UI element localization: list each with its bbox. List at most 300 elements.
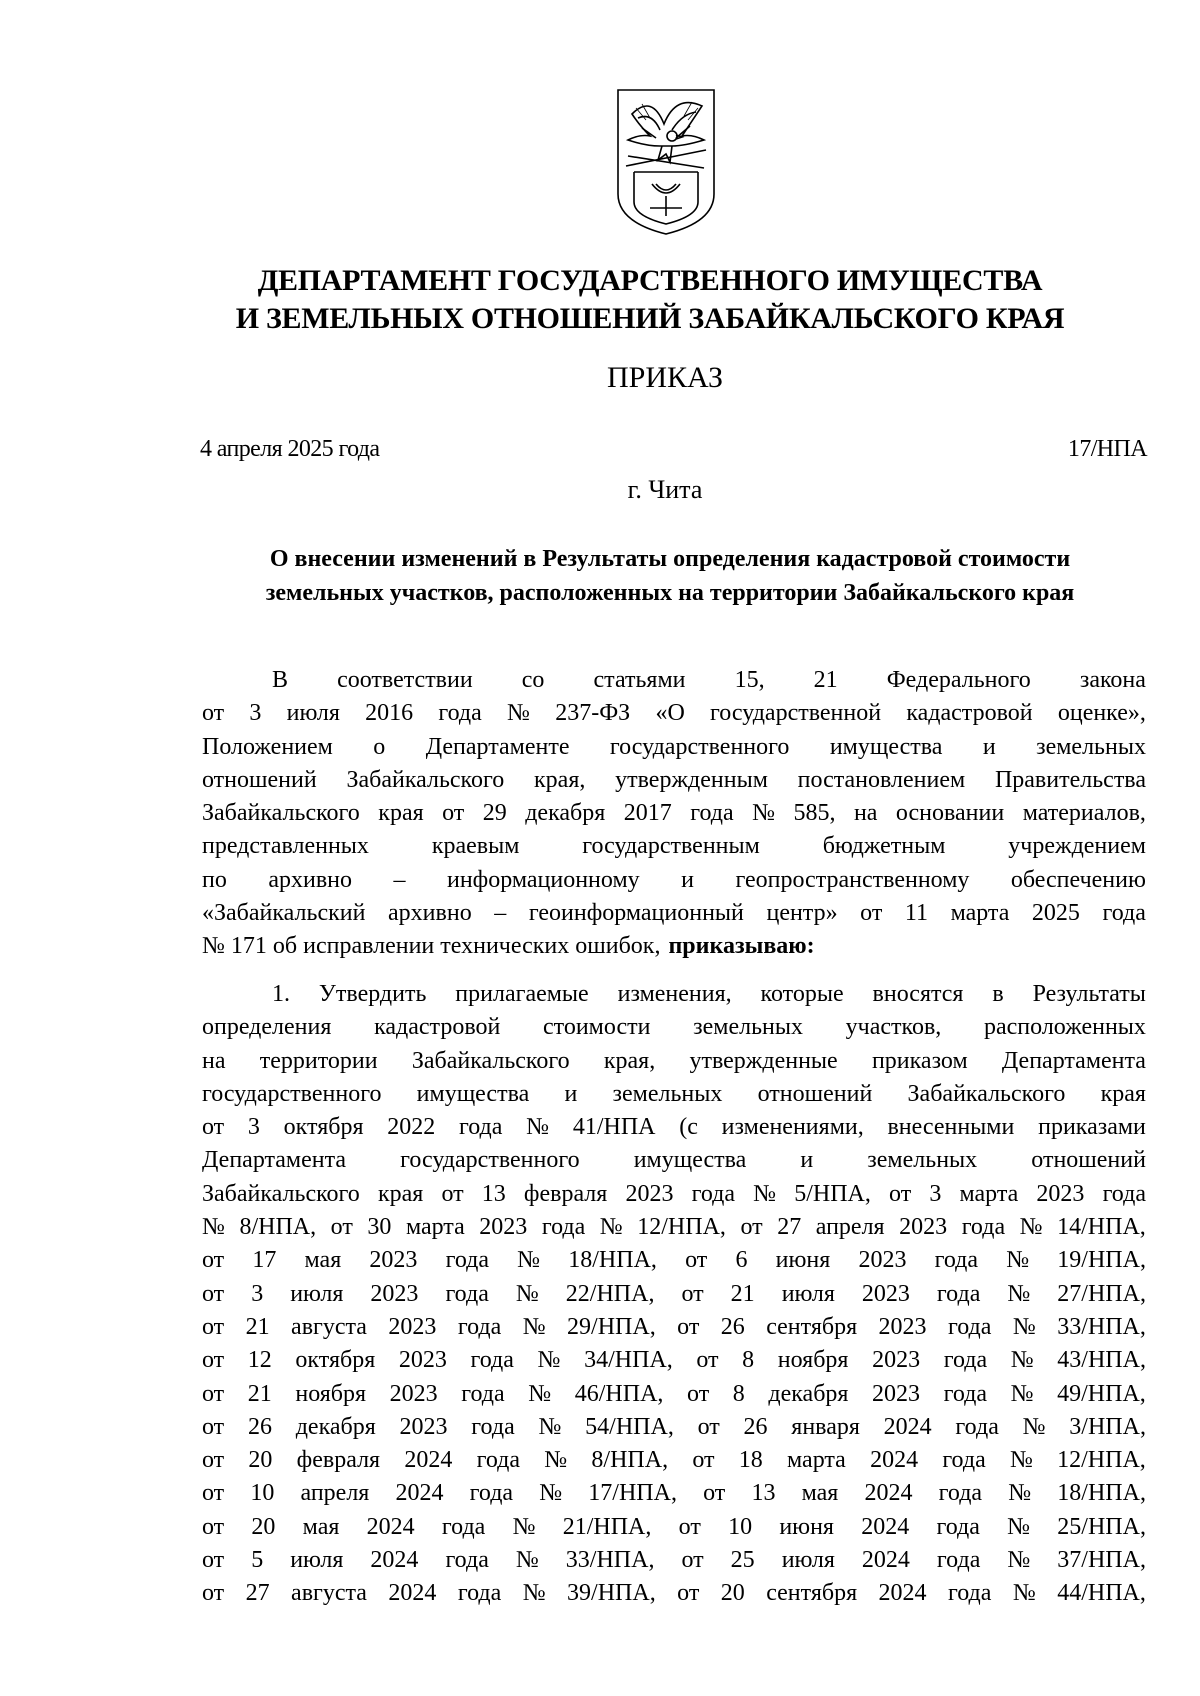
word: 26 xyxy=(743,1413,768,1440)
word: 8/НПА, xyxy=(239,1214,317,1241)
word: № xyxy=(752,800,776,827)
word: июля xyxy=(290,1280,344,1307)
word: 1. xyxy=(272,981,290,1007)
word: края, xyxy=(603,1047,656,1074)
word: определения xyxy=(202,1014,332,1041)
word: года xyxy=(457,1580,502,1607)
word: 2024 xyxy=(878,1580,927,1607)
word: июля xyxy=(781,1280,835,1307)
word: 21 xyxy=(813,667,838,693)
word: № xyxy=(522,1313,546,1340)
word: 39/НПА, xyxy=(567,1580,656,1607)
word: 54/НПА, xyxy=(585,1413,674,1440)
word: материалов, xyxy=(1022,800,1146,827)
word: 29 xyxy=(482,800,507,827)
word: 13 xyxy=(751,1480,776,1507)
word: соответствии xyxy=(337,667,473,693)
word: которые xyxy=(760,981,844,1007)
word: 34/НПА, xyxy=(584,1347,673,1374)
word: Департаменте xyxy=(425,733,570,760)
word: года xyxy=(441,1513,486,1540)
word: июля xyxy=(781,1547,835,1574)
word: марта xyxy=(950,900,1010,927)
word: 21 xyxy=(247,1380,272,1407)
word: от xyxy=(696,1347,719,1374)
word: года xyxy=(936,1513,980,1540)
word: от xyxy=(202,1114,225,1141)
word: № xyxy=(1007,1513,1031,1540)
item1-line xyxy=(202,1344,1146,1377)
word: 21/НПА, xyxy=(562,1513,652,1540)
word: марта xyxy=(959,1180,1019,1207)
word: Забайкальского xyxy=(202,1180,360,1207)
word: января xyxy=(791,1413,860,1440)
word: от xyxy=(740,1214,763,1241)
word: от xyxy=(202,1447,225,1474)
word: 237-ФЗ xyxy=(555,700,631,727)
word: 27 xyxy=(777,1214,802,1241)
word: от xyxy=(202,1513,225,1540)
word: оценке», xyxy=(1057,700,1146,727)
word: стоимости xyxy=(543,1014,651,1041)
word: мая xyxy=(801,1480,839,1507)
word: 2024 xyxy=(388,1580,437,1607)
word: июня xyxy=(775,1247,831,1274)
word: 21 xyxy=(245,1313,270,1340)
word: утвержденные xyxy=(689,1047,838,1074)
word: прилагаемые xyxy=(455,981,589,1007)
item1-line xyxy=(202,1178,1146,1211)
word: от xyxy=(202,1313,225,1340)
word: октября xyxy=(283,1114,364,1141)
word: и xyxy=(982,733,996,760)
word: апреля xyxy=(300,1480,370,1507)
word: 2025 xyxy=(1031,900,1080,927)
word: государственного xyxy=(609,733,790,760)
word: года xyxy=(938,1480,983,1507)
word: 25/НПА, xyxy=(1057,1513,1146,1540)
word: 14/НПА, xyxy=(1057,1214,1146,1241)
word: года xyxy=(461,1380,505,1407)
word: земельных xyxy=(612,1080,723,1107)
word: № xyxy=(1007,1280,1031,1307)
word: 2024 xyxy=(870,1447,919,1474)
word: декабря xyxy=(525,800,606,827)
word: 20 xyxy=(248,1447,273,1474)
word: года xyxy=(470,1347,514,1374)
word: года xyxy=(691,1180,736,1207)
word: 6 xyxy=(735,1247,748,1274)
word: 2024 xyxy=(883,1413,932,1440)
word: 2023 xyxy=(878,1313,927,1340)
word: 18/НПА, xyxy=(1057,1480,1146,1507)
word: № xyxy=(522,1580,546,1607)
word: 3 xyxy=(929,1180,942,1207)
word: 2023 xyxy=(872,1347,921,1374)
word: № xyxy=(1009,1447,1033,1474)
word: года xyxy=(961,1214,1006,1241)
word: «Забайкальский xyxy=(202,900,366,927)
word: 2023 xyxy=(369,1247,418,1274)
document-date: 4 апреля 2025 года xyxy=(200,436,380,462)
word: 12/НПА, xyxy=(637,1214,726,1241)
word: № xyxy=(515,1547,539,1574)
item1-line xyxy=(202,978,1146,1011)
item1-line xyxy=(202,1411,1146,1444)
word: № xyxy=(507,700,530,727)
preamble-line xyxy=(202,830,1146,863)
word: и xyxy=(681,866,694,893)
word: 2024 xyxy=(861,1547,910,1574)
item1-line xyxy=(202,1311,1146,1344)
word: 2023 xyxy=(388,1313,437,1340)
word: от xyxy=(860,900,883,927)
word: бюджетным xyxy=(822,833,946,860)
word: мая xyxy=(302,1513,340,1540)
word: Забайкальского xyxy=(346,766,505,793)
word: края xyxy=(1100,1080,1146,1107)
word: края xyxy=(377,1180,424,1207)
word: краевым xyxy=(431,833,520,860)
word: 585, xyxy=(793,800,836,827)
word: № xyxy=(202,1214,225,1241)
word: Положением xyxy=(202,733,333,760)
word: от xyxy=(202,1413,225,1440)
word: государственным xyxy=(582,833,760,860)
word: Департамента xyxy=(202,1147,347,1174)
word: Результаты xyxy=(1032,981,1146,1007)
word: от xyxy=(330,1214,353,1241)
word: государственного xyxy=(400,1147,580,1174)
word: Департамента xyxy=(1001,1047,1146,1074)
word: февраля xyxy=(296,1447,381,1474)
word: 3 xyxy=(249,700,262,727)
word: 2023 xyxy=(861,1280,910,1307)
word: от xyxy=(697,1413,720,1440)
word: от xyxy=(681,1547,704,1574)
word: от xyxy=(677,1313,700,1340)
word: учреждением xyxy=(1008,833,1146,860)
word: 2023 xyxy=(899,1214,948,1241)
preamble-last-text: № 171 об исправлении технических ошибок, xyxy=(202,933,661,960)
word: вносятся xyxy=(872,981,964,1007)
word: от xyxy=(678,1513,701,1540)
word: года xyxy=(469,1480,514,1507)
preamble-line xyxy=(202,864,1146,897)
word: внесенными xyxy=(887,1114,1015,1141)
word: № xyxy=(544,1447,568,1474)
word: Федерального xyxy=(886,667,1031,693)
word: на xyxy=(853,800,878,827)
word: обеспечению xyxy=(1010,866,1146,893)
word: от xyxy=(202,1547,225,1574)
word: 49/НПА, xyxy=(1057,1380,1146,1407)
preamble-line xyxy=(202,664,1146,697)
word: от xyxy=(681,1280,704,1307)
word: 2016 xyxy=(365,700,414,727)
word: июля xyxy=(286,700,340,727)
word: со xyxy=(521,667,545,693)
word: от xyxy=(202,1380,225,1407)
word: земельных xyxy=(867,1147,978,1174)
word: 2024 xyxy=(370,1547,419,1574)
word: 37/НПА, xyxy=(1057,1547,1146,1574)
word: августа xyxy=(291,1580,367,1607)
word: года xyxy=(942,1447,986,1474)
word: года xyxy=(445,1547,489,1574)
preamble-line-last xyxy=(202,930,1146,963)
word: 11 xyxy=(904,900,928,927)
word: от xyxy=(202,700,225,727)
word: земельных xyxy=(693,1014,803,1041)
word: 18/НПА, xyxy=(568,1247,657,1274)
word: № xyxy=(1012,1313,1036,1340)
item1-line xyxy=(202,1078,1146,1111)
word: года xyxy=(934,1247,979,1274)
word: 13 xyxy=(481,1180,506,1207)
word: 19/НПА, xyxy=(1057,1247,1146,1274)
word: № xyxy=(1010,1347,1034,1374)
word: марта xyxy=(405,1214,465,1241)
word: 43/НПА, xyxy=(1057,1347,1146,1374)
paragraph-item-1 xyxy=(202,978,1146,1611)
word: геопространственному xyxy=(735,866,970,893)
department-name xyxy=(150,262,1150,338)
subject-line1: О внесении изменений в Результаты определения кадастровой стоимости xyxy=(269,546,1071,572)
word: края, xyxy=(534,766,586,793)
word: 12 xyxy=(247,1347,272,1374)
word: 30 xyxy=(367,1214,392,1241)
word: 17/НПА, xyxy=(588,1480,677,1507)
word: года xyxy=(943,1347,988,1374)
word: № xyxy=(1019,1214,1043,1241)
word: октября xyxy=(295,1347,376,1374)
word: от xyxy=(677,1580,700,1607)
word: кадастровой xyxy=(906,700,1033,727)
word: 33/НПА, xyxy=(1057,1313,1146,1340)
word: от xyxy=(202,1480,225,1507)
word: 22/НПА, xyxy=(565,1280,655,1307)
word: года xyxy=(955,1413,999,1440)
word: изменениями, xyxy=(721,1114,864,1141)
item1-line xyxy=(202,1244,1146,1277)
word: закона xyxy=(1079,667,1146,693)
word: В xyxy=(272,667,289,693)
order-verb: приказываю: xyxy=(668,933,815,960)
word: территории xyxy=(259,1047,378,1074)
word: Правительства xyxy=(994,766,1146,793)
department-name-line1: ДЕПАРТАМЕНТ ГОСУДАРСТВЕННОГО ИМУЩЕСТВА xyxy=(257,264,1043,297)
word: 18 xyxy=(738,1447,763,1474)
word: года xyxy=(943,1380,988,1407)
word: года xyxy=(438,700,482,727)
preamble-line xyxy=(202,764,1146,797)
word: и xyxy=(800,1147,814,1174)
word: № xyxy=(1007,1547,1031,1574)
paragraph-preamble xyxy=(202,664,1146,964)
word: № xyxy=(539,1480,563,1507)
word: года xyxy=(690,800,734,827)
word: от xyxy=(202,1347,225,1374)
word: кадастровой xyxy=(374,1014,501,1041)
word: 10 xyxy=(250,1480,275,1507)
word: 3/НПА, xyxy=(1069,1413,1146,1440)
word: сентября xyxy=(766,1313,858,1340)
word: основании xyxy=(895,800,1005,827)
word: 2024 xyxy=(366,1513,415,1540)
word: года xyxy=(947,1580,992,1607)
word: 12/НПА, xyxy=(1057,1447,1146,1474)
word: геоинформационный xyxy=(528,900,744,927)
document-city: г. Чита xyxy=(627,475,703,504)
word: статьями xyxy=(593,667,686,693)
preamble-line xyxy=(202,797,1146,830)
document-type: ПРИКАЗ xyxy=(607,361,723,394)
word: 26 xyxy=(247,1413,272,1440)
word: года xyxy=(476,1447,521,1474)
word: 15, xyxy=(734,667,765,693)
word: 21 xyxy=(730,1280,755,1307)
preamble-line xyxy=(202,697,1146,730)
word: 10 xyxy=(728,1513,753,1540)
word: 2023 xyxy=(858,1247,907,1274)
word: 20 xyxy=(720,1580,745,1607)
item1-line xyxy=(202,1278,1146,1311)
word: расположенных xyxy=(983,1014,1146,1041)
word: архивно xyxy=(268,866,352,893)
word: в xyxy=(992,981,1004,1007)
coat-of-arms-emblem-icon xyxy=(612,84,720,236)
word: земельных xyxy=(1036,733,1146,760)
word: 2023 xyxy=(1036,1180,1085,1207)
word: № xyxy=(512,1513,536,1540)
word: отношений xyxy=(202,766,317,793)
word: 2023 xyxy=(872,1380,921,1407)
word: 27 xyxy=(245,1580,270,1607)
word: 2024 xyxy=(861,1513,910,1540)
word: участков, xyxy=(845,1014,942,1041)
word: года xyxy=(471,1413,515,1440)
word: 2022 xyxy=(387,1114,436,1141)
item1-line xyxy=(202,1211,1146,1244)
word: и xyxy=(564,1080,578,1107)
word: (с xyxy=(679,1114,698,1141)
word: Забайкальского xyxy=(411,1047,570,1074)
word: 2023 xyxy=(479,1214,528,1241)
word: 25 xyxy=(730,1547,755,1574)
word: года xyxy=(445,1247,489,1274)
word: 41/НПА xyxy=(572,1114,656,1141)
word: июня xyxy=(779,1513,834,1540)
word: 3 xyxy=(251,1280,264,1307)
item1-line xyxy=(202,1544,1146,1577)
document-number: 17/НПА xyxy=(1067,436,1147,462)
word: Забайкальского xyxy=(907,1080,1066,1107)
word: августа xyxy=(291,1313,367,1340)
word: года xyxy=(1102,1180,1146,1207)
word: 46/НПА, xyxy=(574,1380,664,1407)
word: – xyxy=(393,866,406,893)
word: имущества xyxy=(633,1147,747,1174)
document-subject xyxy=(190,542,1150,610)
word: информационному xyxy=(446,866,640,893)
item1-line xyxy=(202,1444,1146,1477)
word: года xyxy=(458,1114,503,1141)
word: постановлением xyxy=(797,766,966,793)
word: 2024 xyxy=(864,1480,913,1507)
word: от xyxy=(202,1247,225,1274)
word: июля xyxy=(290,1547,344,1574)
word: декабря xyxy=(295,1413,376,1440)
word: года xyxy=(1102,900,1146,927)
word: от xyxy=(703,1480,726,1507)
word: сентября xyxy=(766,1580,858,1607)
item1-line xyxy=(202,1511,1146,1544)
word: от xyxy=(685,1247,708,1274)
word: 8 xyxy=(742,1347,755,1374)
word: № xyxy=(1008,1480,1032,1507)
word: 26 xyxy=(720,1313,745,1340)
word: года xyxy=(457,1313,502,1340)
word: декабря xyxy=(768,1380,849,1407)
word: 2024 xyxy=(395,1480,444,1507)
word: 44/НПА, xyxy=(1057,1580,1146,1607)
department-name-line2: И ЗЕМЕЛЬНЫХ ОТНОШЕНИЙ ЗАБАЙКАЛЬСКОГО КРАЯ xyxy=(235,302,1065,335)
word: № xyxy=(1012,1580,1036,1607)
word: «О xyxy=(655,700,685,727)
word: 17 xyxy=(252,1247,277,1274)
word: 2023 xyxy=(389,1380,438,1407)
word: года xyxy=(947,1313,992,1340)
word: ноября xyxy=(295,1380,367,1407)
word: марта xyxy=(787,1447,846,1474)
word: № xyxy=(1010,1380,1034,1407)
word: 2023 xyxy=(399,1413,448,1440)
word: № xyxy=(599,1214,623,1241)
word: 8 xyxy=(732,1380,745,1407)
preamble-line xyxy=(202,731,1146,764)
word: мая xyxy=(304,1247,342,1274)
word: 5/НПА, xyxy=(794,1180,871,1207)
word: апреля xyxy=(815,1214,885,1241)
word: 2023 xyxy=(398,1347,447,1374)
word: представленных xyxy=(202,833,369,860)
word: от xyxy=(442,800,465,827)
word: № xyxy=(517,1247,541,1274)
word: № xyxy=(515,1280,539,1307)
word: 2024 xyxy=(404,1447,453,1474)
word: года xyxy=(541,1214,586,1241)
word: 5 xyxy=(251,1547,264,1574)
word: 3 xyxy=(247,1114,260,1141)
word: изменения, xyxy=(617,981,732,1007)
word: от xyxy=(441,1180,464,1207)
word: № xyxy=(526,1114,550,1141)
preamble-line xyxy=(202,897,1146,930)
word: имущества xyxy=(829,733,943,760)
word: № xyxy=(537,1347,561,1374)
word: 2023 xyxy=(370,1280,419,1307)
word: Утвердить xyxy=(318,981,427,1007)
word: № xyxy=(753,1180,777,1207)
word: от xyxy=(202,1280,225,1307)
item1-line xyxy=(202,1378,1146,1411)
word: 2023 xyxy=(625,1180,674,1207)
word: государственной xyxy=(710,700,882,727)
item1-line xyxy=(202,1011,1146,1044)
word: центр» xyxy=(766,900,838,927)
word: от xyxy=(692,1447,715,1474)
